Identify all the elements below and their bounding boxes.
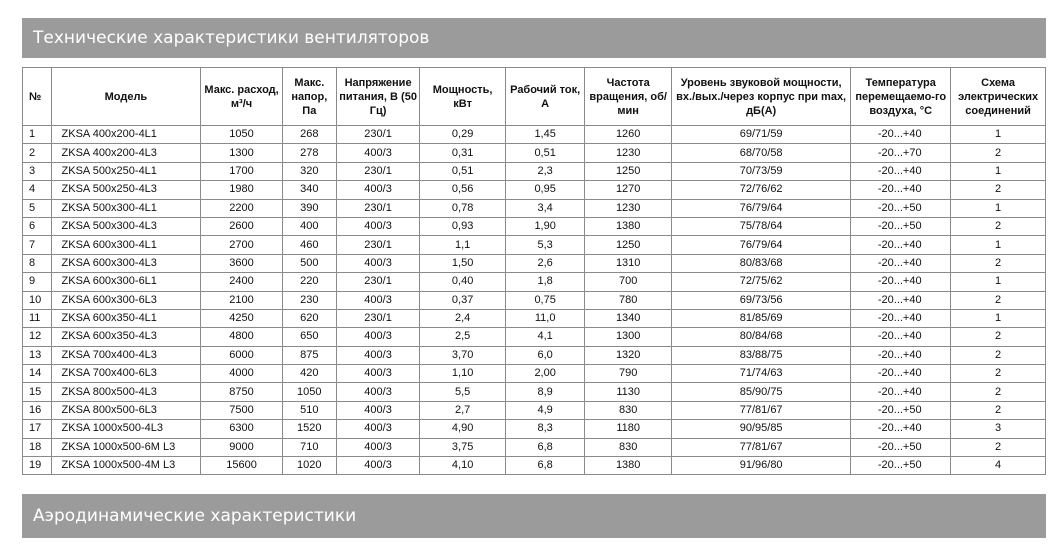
cell-air-temperature: -20...+40 (851, 383, 951, 401)
cell-voltage: 230/1 (336, 236, 420, 254)
cell-max-pressure: 390 (282, 199, 336, 217)
cell-air-temperature: -20...+50 (851, 457, 951, 475)
cell-sound-power: 80/84/68 (671, 328, 850, 346)
cell-air-temperature: -20...+40 (851, 346, 951, 364)
cell-model: ZKSA 1000x500-4L3 (51, 420, 201, 438)
cell-sound-power: 90/95/85 (671, 420, 850, 438)
cell-air-temperature: -20...+40 (851, 291, 951, 309)
specs-table-body (23, 126, 1046, 475)
cell-sound-power: 76/79/64 (671, 199, 850, 217)
col-header-model: Модель (51, 68, 201, 126)
cell-wiring-scheme: 2 (951, 438, 1046, 456)
cell-current: 0,75 (505, 291, 584, 309)
cell-air-temperature: -20...+40 (851, 328, 951, 346)
cell-max-flow: 3600 (201, 254, 283, 272)
cell-current: 1,8 (505, 273, 584, 291)
cell-model: ZKSA 600x300-6L1 (51, 273, 201, 291)
table-row (23, 401, 1046, 419)
cell-number: 5 (23, 199, 52, 217)
cell-sound-power: 75/78/64 (671, 217, 850, 235)
cell-current: 8,9 (505, 383, 584, 401)
cell-power: 2,7 (420, 401, 506, 419)
cell-max-pressure: 278 (282, 144, 336, 162)
cell-number: 10 (23, 291, 52, 309)
cell-rotation-speed: 1130 (585, 383, 672, 401)
section-header-specs (22, 18, 1046, 58)
table-row (23, 217, 1046, 235)
cell-sound-power: 77/81/67 (671, 401, 850, 419)
cell-power: 2,5 (420, 328, 506, 346)
cell-rotation-speed: 1340 (585, 309, 672, 327)
cell-number: 7 (23, 236, 52, 254)
cell-sound-power: 69/71/59 (671, 126, 850, 144)
cell-number: 19 (23, 457, 52, 475)
cell-model: ZKSA 500x250-4L1 (51, 162, 201, 180)
cell-rotation-speed: 1380 (585, 457, 672, 475)
cell-current: 1,45 (505, 126, 584, 144)
cell-air-temperature: -20...+40 (851, 162, 951, 180)
cell-current: 0,51 (505, 144, 584, 162)
cell-power: 0,29 (420, 126, 506, 144)
cell-current: 4,9 (505, 401, 584, 419)
cell-model: ZKSA 600x300-4L3 (51, 254, 201, 272)
cell-number: 18 (23, 438, 52, 456)
table-row (23, 365, 1046, 383)
cell-max-pressure: 340 (282, 181, 336, 199)
cell-number: 11 (23, 309, 52, 327)
col-header-voltage: Напряжение питания, В (50 Гц) (336, 68, 420, 126)
table-row (23, 181, 1046, 199)
cell-wiring-scheme: 4 (951, 457, 1046, 475)
cell-max-flow: 8750 (201, 383, 283, 401)
cell-sound-power: 68/70/58 (671, 144, 850, 162)
cell-rotation-speed: 1380 (585, 217, 672, 235)
cell-max-pressure: 320 (282, 162, 336, 180)
cell-power: 0,40 (420, 273, 506, 291)
cell-voltage: 400/3 (336, 383, 420, 401)
cell-sound-power: 69/73/56 (671, 291, 850, 309)
cell-voltage: 230/1 (336, 199, 420, 217)
cell-number: 12 (23, 328, 52, 346)
cell-model: ZKSA 600x350-4L3 (51, 328, 201, 346)
cell-air-temperature: -20...+40 (851, 273, 951, 291)
cell-max-flow: 4250 (201, 309, 283, 327)
cell-sound-power: 77/81/67 (671, 438, 850, 456)
cell-max-pressure: 620 (282, 309, 336, 327)
cell-voltage: 400/3 (336, 365, 420, 383)
table-row (23, 346, 1046, 364)
cell-rotation-speed: 790 (585, 365, 672, 383)
cell-model: ZKSA 500x300-4L3 (51, 217, 201, 235)
cell-number: 4 (23, 181, 52, 199)
cell-sound-power: 85/90/75 (671, 383, 850, 401)
col-header-power: Мощность, кВт (420, 68, 506, 126)
cell-rotation-speed: 700 (585, 273, 672, 291)
cell-sound-power: 91/96/80 (671, 457, 850, 475)
table-row (23, 273, 1046, 291)
cell-power: 1,50 (420, 254, 506, 272)
cell-sound-power: 81/85/69 (671, 309, 850, 327)
cell-voltage: 400/3 (336, 420, 420, 438)
specs-table (22, 67, 1046, 475)
table-row (23, 457, 1046, 475)
cell-air-temperature: -20...+40 (851, 126, 951, 144)
cell-rotation-speed: 1230 (585, 199, 672, 217)
cell-number: 3 (23, 162, 52, 180)
cell-max-flow: 2700 (201, 236, 283, 254)
cell-wiring-scheme: 2 (951, 346, 1046, 364)
cell-voltage: 230/1 (336, 126, 420, 144)
cell-rotation-speed: 1320 (585, 346, 672, 364)
cell-max-flow: 7500 (201, 401, 283, 419)
cell-voltage: 400/3 (336, 328, 420, 346)
cell-current: 2,00 (505, 365, 584, 383)
cell-max-flow: 2200 (201, 199, 283, 217)
table-row (23, 420, 1046, 438)
cell-max-flow: 1050 (201, 126, 283, 144)
cell-current: 11,0 (505, 309, 584, 327)
cell-model: ZKSA 600x300-6L3 (51, 291, 201, 309)
cell-power: 1,1 (420, 236, 506, 254)
cell-max-flow: 6300 (201, 420, 283, 438)
cell-wiring-scheme: 2 (951, 254, 1046, 272)
cell-power: 5,5 (420, 383, 506, 401)
cell-current: 8,3 (505, 420, 584, 438)
cell-wiring-scheme: 1 (951, 162, 1046, 180)
cell-power: 1,10 (420, 365, 506, 383)
cell-wiring-scheme: 2 (951, 144, 1046, 162)
cell-current: 1,90 (505, 217, 584, 235)
cell-max-pressure: 460 (282, 236, 336, 254)
cell-max-pressure: 268 (282, 126, 336, 144)
cell-voltage: 400/3 (336, 438, 420, 456)
cell-model: ZKSA 500x300-4L1 (51, 199, 201, 217)
cell-max-pressure: 500 (282, 254, 336, 272)
cell-rotation-speed: 1250 (585, 236, 672, 254)
table-row (23, 383, 1046, 401)
cell-sound-power: 76/79/64 (671, 236, 850, 254)
cell-wiring-scheme: 1 (951, 199, 1046, 217)
cell-max-flow: 1700 (201, 162, 283, 180)
cell-wiring-scheme: 2 (951, 328, 1046, 346)
table-row (23, 144, 1046, 162)
cell-voltage: 400/3 (336, 254, 420, 272)
cell-max-pressure: 875 (282, 346, 336, 364)
table-row (23, 291, 1046, 309)
cell-max-pressure: 1050 (282, 383, 336, 401)
cell-max-flow: 6000 (201, 346, 283, 364)
cell-sound-power: 80/83/68 (671, 254, 850, 272)
cell-power: 0,93 (420, 217, 506, 235)
cell-air-temperature: -20...+40 (851, 254, 951, 272)
cell-rotation-speed: 1310 (585, 254, 672, 272)
cell-rotation-speed: 1270 (585, 181, 672, 199)
col-header-sound-power: Уровень звуковой мощности, вх./вых./через корпус при max, дБ(А) (671, 68, 850, 126)
cell-power: 0,56 (420, 181, 506, 199)
cell-number: 6 (23, 217, 52, 235)
cell-wiring-scheme: 1 (951, 126, 1046, 144)
col-header-max-flow: Макс. расход, м³/ч (201, 68, 283, 126)
cell-sound-power: 71/74/63 (671, 365, 850, 383)
cell-rotation-speed: 1300 (585, 328, 672, 346)
table-row (23, 236, 1046, 254)
cell-power: 0,78 (420, 199, 506, 217)
cell-current: 4,1 (505, 328, 584, 346)
table-row (23, 309, 1046, 327)
cell-max-pressure: 220 (282, 273, 336, 291)
cell-voltage: 400/3 (336, 291, 420, 309)
table-row (23, 438, 1046, 456)
cell-power: 4,90 (420, 420, 506, 438)
cell-voltage: 400/3 (336, 144, 420, 162)
cell-rotation-speed: 830 (585, 401, 672, 419)
cell-model: ZKSA 500x250-4L3 (51, 181, 201, 199)
cell-number: 14 (23, 365, 52, 383)
cell-air-temperature: -20...+40 (851, 236, 951, 254)
cell-current: 6,8 (505, 457, 584, 475)
cell-max-pressure: 510 (282, 401, 336, 419)
col-header-wiring-scheme: Схема электрических соединений (951, 68, 1046, 126)
cell-rotation-speed: 1250 (585, 162, 672, 180)
table-row (23, 162, 1046, 180)
cell-model: ZKSA 1000x500-4M L3 (51, 457, 201, 475)
cell-model: ZKSA 800x500-6L3 (51, 401, 201, 419)
cell-model: ZKSA 1000x500-6M L3 (51, 438, 201, 456)
cell-wiring-scheme: 2 (951, 217, 1046, 235)
cell-air-temperature: -20...+40 (851, 365, 951, 383)
cell-sound-power: 72/75/62 (671, 273, 850, 291)
cell-air-temperature: -20...+50 (851, 217, 951, 235)
cell-power: 2,4 (420, 309, 506, 327)
cell-max-pressure: 1020 (282, 457, 336, 475)
table-header-row (23, 68, 1046, 126)
cell-max-flow: 1300 (201, 144, 283, 162)
table-row (23, 126, 1046, 144)
cell-voltage: 400/3 (336, 457, 420, 475)
cell-voltage: 230/1 (336, 309, 420, 327)
section-title-specs: Технические характеристики вентиляторов (33, 28, 430, 48)
table-row (23, 254, 1046, 272)
cell-current: 0,95 (505, 181, 584, 199)
cell-current: 5,3 (505, 236, 584, 254)
cell-power: 3,70 (420, 346, 506, 364)
col-header-rotation-speed: Частота вращения, об/мин (585, 68, 672, 126)
cell-model: ZKSA 400x200-4L3 (51, 144, 201, 162)
col-header-number: № (23, 68, 52, 126)
cell-max-flow: 4000 (201, 365, 283, 383)
cell-model: ZKSA 400x200-4L1 (51, 126, 201, 144)
cell-power: 0,51 (420, 162, 506, 180)
cell-rotation-speed: 1230 (585, 144, 672, 162)
cell-wiring-scheme: 1 (951, 309, 1046, 327)
section-title-aerodynamics: Аэродинамические характеристики (33, 506, 357, 526)
cell-number: 17 (23, 420, 52, 438)
cell-model: ZKSA 700x400-6L3 (51, 365, 201, 383)
cell-max-pressure: 1520 (282, 420, 336, 438)
cell-rotation-speed: 1180 (585, 420, 672, 438)
cell-max-flow: 2400 (201, 273, 283, 291)
cell-current: 6,8 (505, 438, 584, 456)
cell-wiring-scheme: 2 (951, 291, 1046, 309)
cell-wiring-scheme: 1 (951, 236, 1046, 254)
cell-air-temperature: -20...+40 (851, 420, 951, 438)
cell-max-pressure: 710 (282, 438, 336, 456)
cell-max-pressure: 230 (282, 291, 336, 309)
cell-voltage: 400/3 (336, 401, 420, 419)
cell-wiring-scheme: 2 (951, 401, 1046, 419)
cell-power: 4,10 (420, 457, 506, 475)
cell-current: 2,3 (505, 162, 584, 180)
cell-number: 8 (23, 254, 52, 272)
cell-voltage: 230/1 (336, 273, 420, 291)
cell-air-temperature: -20...+40 (851, 181, 951, 199)
cell-max-flow: 15600 (201, 457, 283, 475)
cell-model: ZKSA 600x350-4L1 (51, 309, 201, 327)
cell-air-temperature: -20...+50 (851, 199, 951, 217)
cell-sound-power: 83/88/75 (671, 346, 850, 364)
cell-model: ZKSA 800x500-4L3 (51, 383, 201, 401)
table-row (23, 328, 1046, 346)
cell-wiring-scheme: 2 (951, 365, 1046, 383)
col-header-max-pressure: Макс. напор, Па (282, 68, 336, 126)
col-header-air-temperature: Температура перемещаемо-го воздуха, °С (851, 68, 951, 126)
cell-voltage: 400/3 (336, 181, 420, 199)
cell-max-flow: 4800 (201, 328, 283, 346)
cell-rotation-speed: 1260 (585, 126, 672, 144)
section-header-aerodynamics (22, 494, 1046, 538)
cell-voltage: 400/3 (336, 346, 420, 364)
cell-wiring-scheme: 3 (951, 420, 1046, 438)
cell-power: 3,75 (420, 438, 506, 456)
cell-rotation-speed: 780 (585, 291, 672, 309)
cell-voltage: 230/1 (336, 162, 420, 180)
cell-max-flow: 1980 (201, 181, 283, 199)
cell-max-flow: 9000 (201, 438, 283, 456)
cell-model: ZKSA 700x400-4L3 (51, 346, 201, 364)
cell-current: 3,4 (505, 199, 584, 217)
cell-max-pressure: 400 (282, 217, 336, 235)
cell-number: 16 (23, 401, 52, 419)
cell-wiring-scheme: 2 (951, 383, 1046, 401)
cell-rotation-speed: 830 (585, 438, 672, 456)
cell-air-temperature: -20...+70 (851, 144, 951, 162)
cell-number: 9 (23, 273, 52, 291)
cell-current: 6,0 (505, 346, 584, 364)
cell-max-pressure: 650 (282, 328, 336, 346)
table-row (23, 199, 1046, 217)
cell-air-temperature: -20...+50 (851, 401, 951, 419)
cell-air-temperature: -20...+50 (851, 438, 951, 456)
cell-wiring-scheme: 2 (951, 181, 1046, 199)
cell-max-pressure: 420 (282, 365, 336, 383)
col-header-current: Рабочий ток, А (505, 68, 584, 126)
cell-air-temperature: -20...+40 (851, 309, 951, 327)
cell-number: 1 (23, 126, 52, 144)
cell-max-flow: 2600 (201, 217, 283, 235)
cell-voltage: 400/3 (336, 217, 420, 235)
cell-sound-power: 70/73/59 (671, 162, 850, 180)
cell-number: 13 (23, 346, 52, 364)
cell-power: 0,37 (420, 291, 506, 309)
cell-current: 2,6 (505, 254, 584, 272)
cell-number: 15 (23, 383, 52, 401)
cell-number: 2 (23, 144, 52, 162)
cell-power: 0,31 (420, 144, 506, 162)
cell-sound-power: 72/76/62 (671, 181, 850, 199)
cell-model: ZKSA 600x300-4L1 (51, 236, 201, 254)
cell-wiring-scheme: 1 (951, 273, 1046, 291)
cell-max-flow: 2100 (201, 291, 283, 309)
